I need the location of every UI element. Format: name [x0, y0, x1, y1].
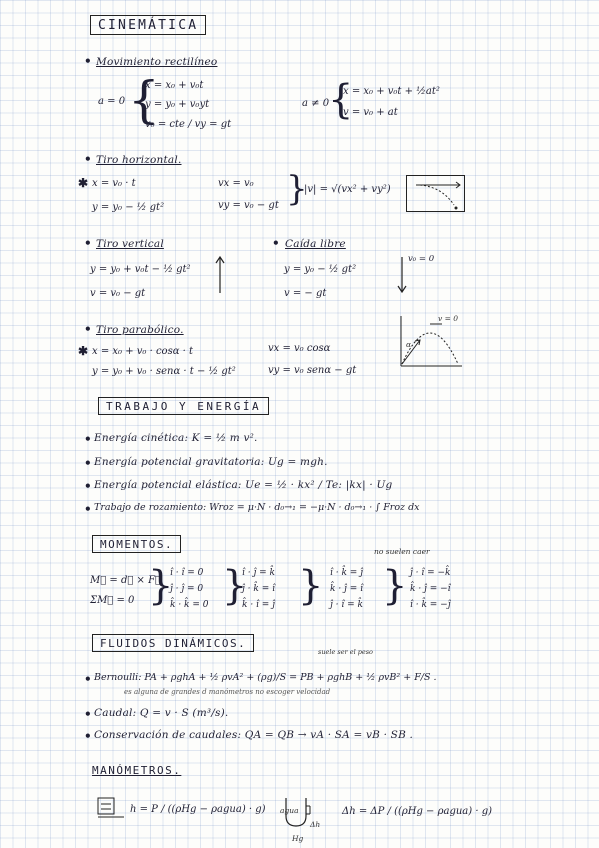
momentos-c1-3: k̂ · k̂ = 0 — [170, 600, 209, 610]
fluidos-note-top: suele ser el peso — [318, 648, 373, 656]
manometer-diagram-2 — [280, 796, 320, 836]
up-arrow-icon — [214, 255, 226, 295]
momentos-brace-4: } — [382, 563, 408, 609]
bullet: • — [84, 322, 92, 336]
vertical-heading: Tiro vertical — [96, 238, 164, 250]
momentos-brace-1: } — [148, 563, 174, 609]
manometros-f2: Δh = ΔP / ((ρHg − ρagua) · g) — [342, 806, 492, 817]
fluidos-item-3: Conservación de caudales: QA = QB → vA · SA = vB · SB . — [94, 729, 414, 741]
mru-line-3: v₀ = cte / vy = gt — [145, 119, 232, 130]
horizontal-v-2: vy = v₀ − gt — [218, 200, 279, 211]
star-mark: ✱ — [78, 344, 89, 358]
caida-line-1: y = y₀ − ½ gt² — [284, 264, 357, 275]
bullet: • — [84, 236, 92, 250]
bullet: • — [272, 236, 280, 250]
fluidos-note-sub: es alguna de grandes d manómetros no escoger velocidad — [124, 688, 331, 696]
mrua-line-2: v = v₀ + at — [343, 107, 398, 118]
momentos-m1: M⃗ = d⃗ × F⃗ — [90, 575, 162, 586]
trabajo-item-1: Energía cinética: K = ½ m v². — [94, 432, 258, 444]
star-mark: ✱ — [78, 176, 89, 190]
horizontal-modulus: |v| = √(vx² + vy²) — [304, 184, 391, 195]
momentos-c4-2: k̂ · ĵ = −î — [410, 584, 451, 594]
caida-heading: Caída libre — [285, 238, 346, 250]
bullet: • — [84, 707, 92, 721]
momentos-c3-3: ĵ · î = k̂ — [330, 600, 363, 610]
manometros-f1: h = P / ((ρHg − ρagua) · g) — [130, 804, 266, 815]
horizontal-line-2: y = y₀ − ½ gt² — [92, 202, 165, 213]
caida-line-2: v = − gt — [284, 288, 327, 299]
vertical-line-2: v = v₀ − gt — [90, 288, 146, 299]
down-arrow-icon — [396, 255, 408, 295]
momentos-c1-1: î · î = 0 — [170, 568, 204, 578]
trabajo-item-2: Energía potencial gravitatoria: Ug = mgh. — [94, 456, 328, 468]
fluidos-item-1: Bernoulli: PA + ρghA + ½ ρvA² + (ρg)/S = PB + ρghB + ½ ρvB² + F/S . — [94, 672, 437, 683]
momentos-c3-2: k̂ · ĵ = î — [330, 584, 363, 594]
parabolic-vtop-label: v = 0 — [438, 314, 459, 323]
bullet: • — [84, 432, 92, 446]
horizontal-brace: } — [286, 169, 308, 209]
parabolico-line-2: y = y₀ + v₀ · senα · t − ½ gt² — [92, 366, 236, 377]
parabolico-v-2: vy = v₀ senα − gt — [268, 365, 357, 376]
caida-v0: v₀ = 0 — [408, 254, 435, 264]
page-title: CINEMÁTICA — [90, 15, 206, 35]
momentos-brace-2: } — [222, 563, 248, 609]
parabolico-heading: Tiro parabólico. — [96, 324, 184, 336]
mru-a0-label: a = 0 — [98, 96, 126, 107]
momentos-note: no suelen caer — [374, 547, 430, 556]
mrua-line-1: x = x₀ + v₀t + ½at² — [343, 86, 440, 97]
manometer-agua-label: agua — [280, 806, 299, 815]
vertical-line-1: y = y₀ + v₀t − ½ gt² — [90, 264, 191, 275]
parabolico-v-1: vx = v₀ cosα — [268, 343, 331, 354]
momentos-m2: ΣM⃗ = 0 — [90, 595, 135, 606]
fluidos-title: FLUIDOS DINÁMICOS. — [92, 634, 254, 652]
momentos-c4-3: î · k̂ = −ĵ — [410, 600, 451, 610]
mrua-label: a ≠ 0 — [302, 98, 330, 109]
horizontal-line-1: x = v₀ · t — [92, 178, 136, 189]
manometer-diagram-1 — [96, 796, 126, 820]
fluidos-item-2: Caudal: Q = v · S (m³/s). — [94, 707, 229, 719]
horizontal-heading: Tiro horizontal. — [96, 154, 182, 166]
parabolic-angle-label: α — [406, 340, 412, 349]
momentos-c2-2: ĵ · k̂ = î — [242, 584, 275, 594]
mru-line-1: x = x₀ + v₀t — [145, 80, 204, 91]
momentos-c2-3: k̂ · î = ĵ — [242, 600, 275, 610]
momentos-brace-3: } — [298, 563, 324, 609]
bullet: • — [84, 456, 92, 470]
parabolico-line-1: x = x₀ + v₀ · cosα · t — [92, 346, 194, 357]
manometer-dh-label: Δh — [310, 820, 321, 829]
bullet: • — [84, 672, 92, 686]
manometros-title: MANÓMETROS. — [92, 764, 182, 777]
trabajo-title: TRABAJO Y ENERGÍA — [98, 397, 269, 415]
bullet: • — [84, 502, 92, 516]
horizontal-diagram — [406, 175, 466, 213]
bullet: • — [84, 54, 92, 68]
mru-brace: { — [128, 71, 160, 129]
horizontal-v-1: vx = v₀ — [218, 178, 254, 189]
momentos-c3-1: î · k̂ = ĵ — [330, 568, 363, 578]
mrua-brace: { — [328, 77, 354, 123]
momentos-title: MOMENTOS. — [92, 535, 181, 553]
momentos-c1-2: ĵ · ĵ = 0 — [170, 584, 204, 594]
bullet: • — [84, 729, 92, 743]
trabajo-item-4: Trabajo de rozamiento: Wroz = μ·N · d₀→₁ = −μ·N · d₀→₁ · ∫ Froz dx — [94, 502, 420, 513]
momentos-c2-1: î · ĵ = k̂ — [242, 568, 275, 578]
momentos-c4-1: ĵ · î = −k̂ — [410, 568, 451, 578]
bullet: • — [84, 152, 92, 166]
mru-heading: Movimiento rectilíneo — [96, 56, 218, 68]
mru-line-2: y = y₀ + v₀yt — [145, 99, 210, 110]
bullet: • — [84, 479, 92, 493]
manometer-hg-label: Hg — [292, 834, 304, 843]
trabajo-item-3: Energía potencial elástica: Ue = ½ · kx² / Te: |kx| · Ug — [94, 479, 393, 491]
